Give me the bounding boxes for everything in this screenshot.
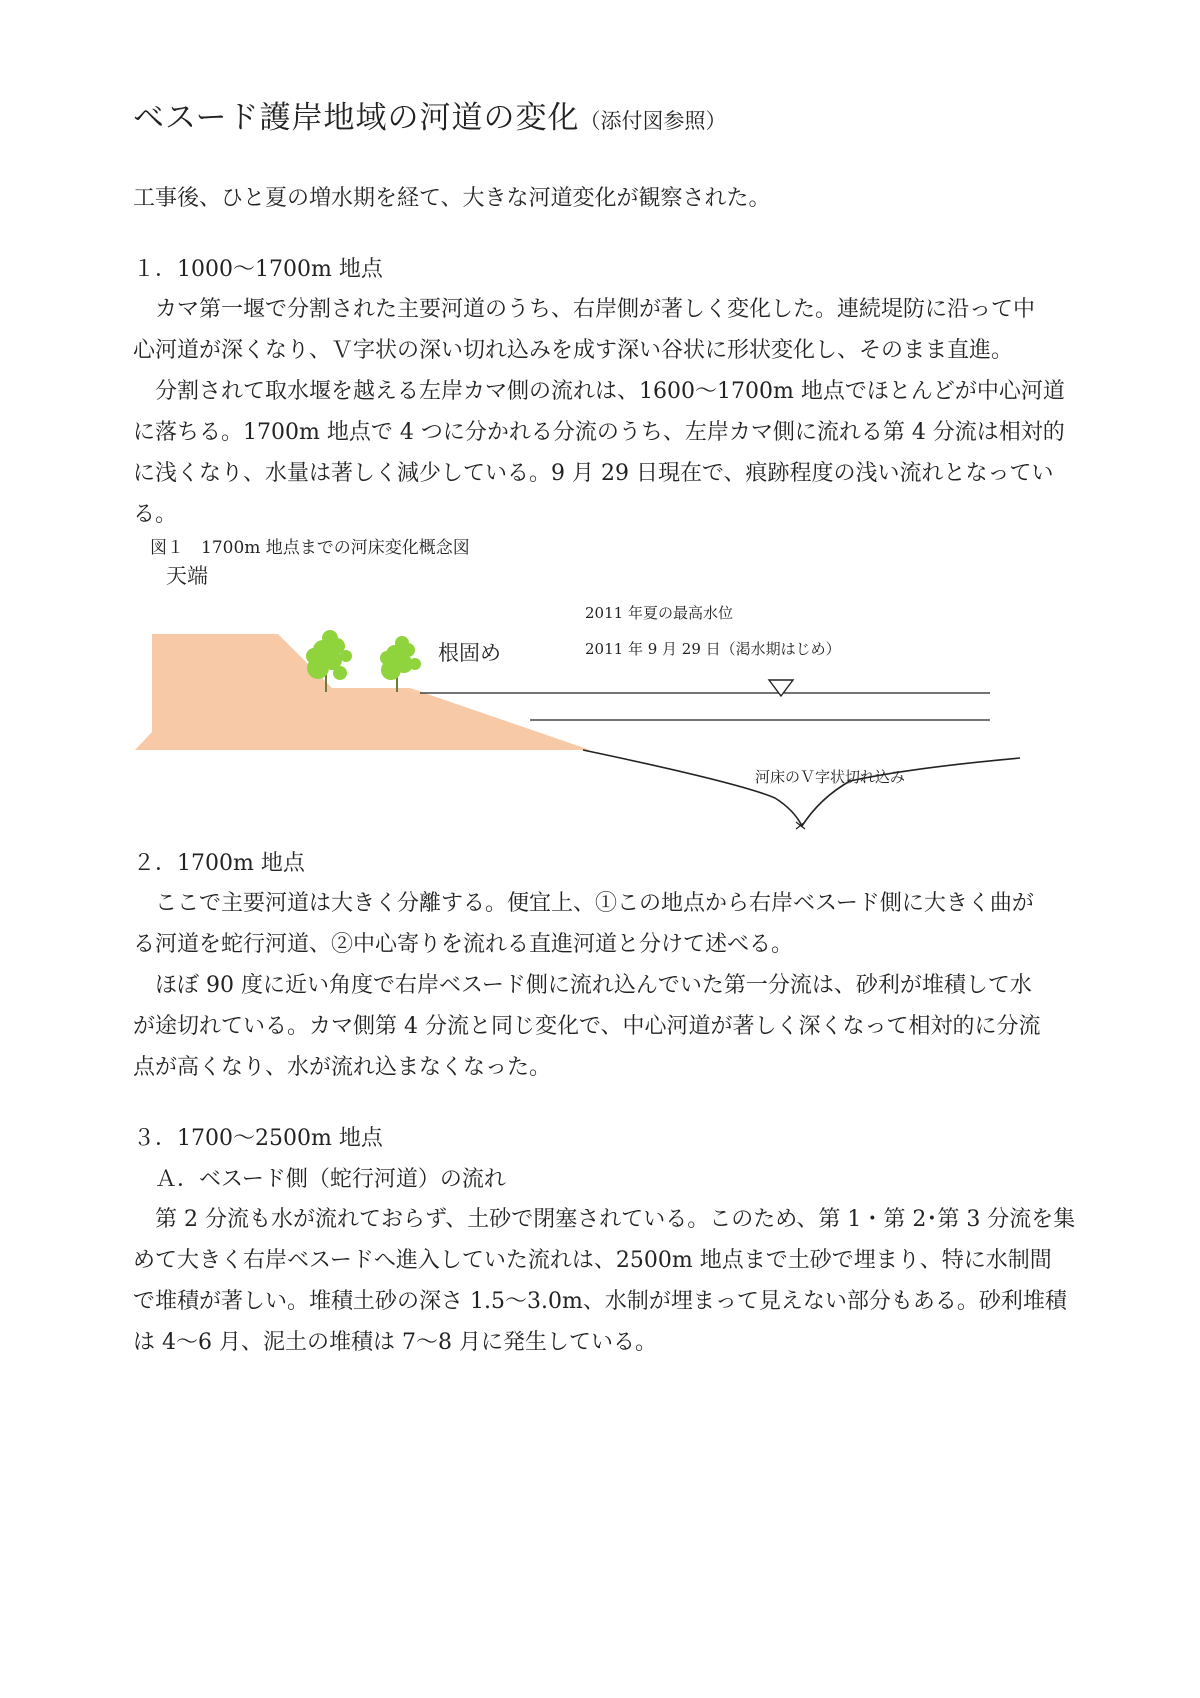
intro-line: 工事後、ひと夏の増水期を経て、大きな河道変化が観察された。: [133, 186, 771, 211]
figure1-caption: 図１ 1700m 地点までの河床変化概念図: [150, 538, 470, 558]
section1-line: カマ第一堰で分割された主要河道のうち、右岸側が著しく変化した。連続堤防に沿って中: [133, 297, 1036, 322]
page-title: [133, 98, 726, 141]
riverbed-v-cut: [583, 750, 1020, 826]
label-current-water: 2011 年 9 月 29 日（渇水期はじめ）: [585, 640, 841, 658]
section1-line: に落ちる。1700m 地点で 4 つに分かれる分流のうち、左岸カマ側に流れる第 4 分流は相対的: [133, 420, 1065, 445]
section1-heading: １．1000～1700m 地点: [133, 257, 383, 282]
section3-line: めて大きく右岸ベスードへ進入していた流れは、2500m 地点まで土砂で埋まり、特に水制間: [133, 1248, 1052, 1273]
section2-line: が途切れている。カマ側第 4 分流と同じ変化で、中心河道が著しく深くなって相対的に分流: [133, 1014, 1041, 1039]
section1-body: [133, 289, 1063, 535]
section3-body: [133, 1199, 1076, 1363]
figure1-diagram: [120, 564, 1120, 830]
intro-paragraph: [133, 178, 1063, 219]
section2-line: ここで主要河道は大きく分離する。便宜上、①この地点から右岸ベスード側に大きく曲が: [133, 891, 1034, 916]
section3-line: は 4～6 月、泥土の堆積は 7～8 月に発生している。: [133, 1330, 657, 1355]
section3-line: で堆積が著しい。堆積土砂の深さ 1.5～3.0m、水制が埋まって見えない部分もある。砂利堆積: [133, 1289, 1067, 1314]
label-tenba: 天端: [166, 564, 208, 588]
tree-icon: [380, 636, 421, 692]
section1-line: 心河道が深くなり、Ｖ字状の深い切れ込みを成す深い谷状に形状変化し、そのまま直進。: [133, 338, 1014, 363]
section1-line: る。: [133, 502, 178, 527]
section2-heading: ２．1700m 地点: [133, 851, 305, 876]
section3-heading: ３．1700～2500m 地点: [133, 1126, 383, 1151]
riverbed-diagram-svg: [120, 598, 1120, 830]
section2-body: [133, 883, 1063, 1088]
section1-line: 分割されて取水堰を越える左岸カマ側の流れは、1600～1700m 地点でほとんどが中心河道: [133, 379, 1065, 404]
section1-line: に浅くなり、水量は著しく減少している。9 月 29 日現在で、痕跡程度の浅い流れとなってい: [133, 461, 1054, 486]
section2-line: る河道を蛇行河道、②中心寄りを流れる直進河道と分けて述べる。: [133, 932, 794, 957]
section3-subheading: Ａ．ベスード側（蛇行河道）の流れ: [133, 1167, 506, 1192]
label-highwater: 2011 年夏の最高水位: [585, 604, 733, 622]
section2-line: 点が高くなり、水が流れ込まなくなった。: [133, 1055, 552, 1080]
embankment-shape: [135, 634, 590, 750]
label-negatame: 根固め: [438, 641, 501, 665]
title-sub: （添付図参照）: [579, 109, 727, 133]
label-v-cut: 河床のＶ字状切れ込み: [755, 768, 906, 786]
section3-line: 第 2 分流も水が流れておらず、土砂で閉塞されている。このため、第 1・第 2･第 3 分流を集: [133, 1207, 1076, 1232]
section2-line: ほぼ 90 度に近い角度で右岸ベスード側に流れ込んでいた第一分流は、砂利が堆積して水: [133, 973, 1032, 998]
title-main: ベスード護岸地域の河道の変化: [133, 100, 580, 136]
